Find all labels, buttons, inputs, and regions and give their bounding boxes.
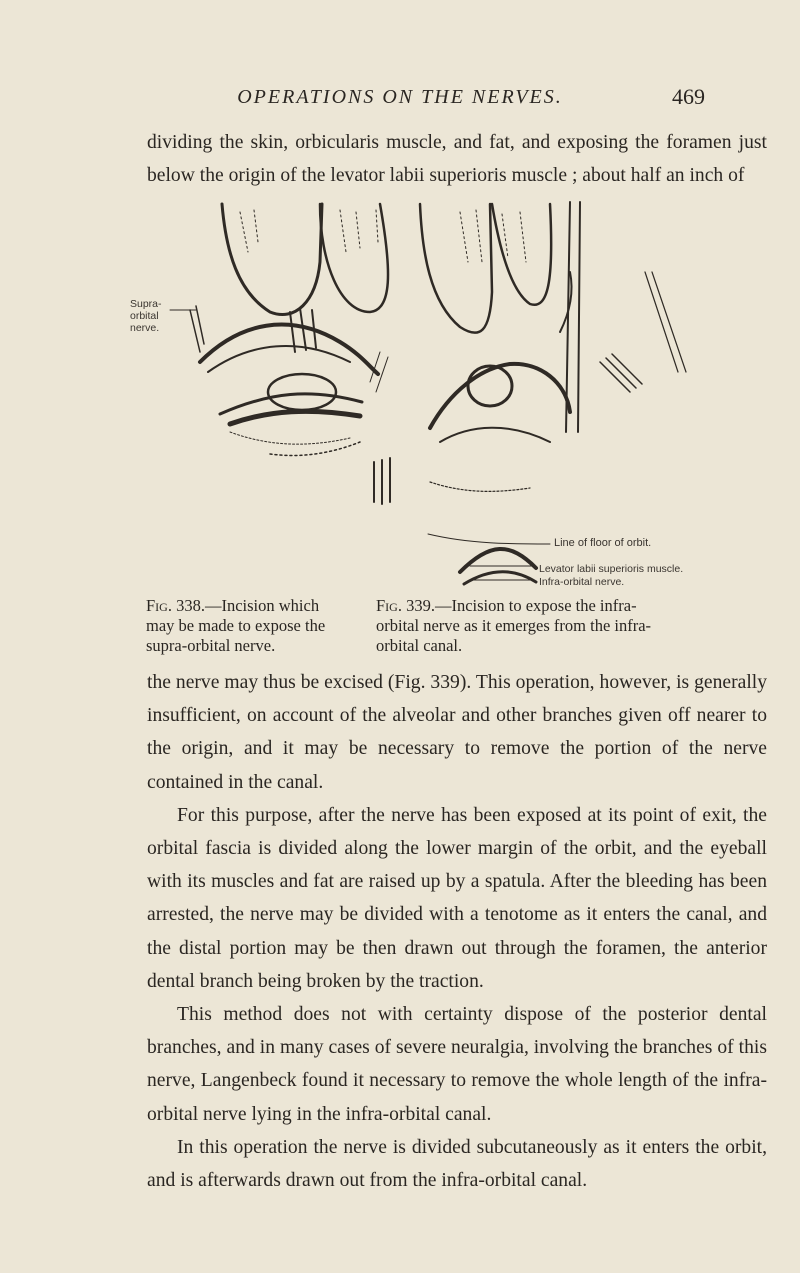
paragraph-2: For this purpose, after the nerve has been exposed at its point of exit, the orbital fascia is divided along the lower margin of the orbit, and the eyeball with its muscles and fat are raised up by a spatula. After the bleeding has been arrested, the nerve may be divided with a tenotome as it enters the canal, and the distal portion may be then drawn out through the foramen, the anterior dental branch being broken by the traction. [147, 804, 767, 992]
caption-fig-338 [146, 596, 346, 656]
paragraph-4: In this operation the nerve is divided subcutaneously as it enters the orbit, and is afterwards drawn out from the infra-orbital canal. [147, 1136, 767, 1192]
paragraph-1: the nerve may thus be excised (Fig. 339). This operation, however, is generally insufficient, on account of the alveolar and other branches given off nearer to the origin, and it may be necessary to remove the portion of the nerve contained in the canal. [147, 672, 767, 793]
paragraph-3: This method does not with certainty dispose of the posterior dental branches, and in many cases of severe neuralgia, involving the branches of this nerve, Langenbeck found it necessary to remove the whole length of the infra-orbital nerve lying in the infra-orbital canal. [147, 1004, 767, 1125]
body-text [147, 666, 767, 1197]
caption-fig-339-head: Fig. 339. [376, 596, 435, 615]
figure-illustration [130, 192, 770, 592]
intro-paragraph: dividing the skin, orbicularis muscle, and fat, and exposing the foramen just below the origin of the levator labii superioris muscle ; about half an inch of [147, 132, 767, 186]
anatomical-figure [130, 192, 770, 592]
label-infra-orbital-nerve: Infra-orbital nerve. [539, 576, 625, 588]
caption-fig-338-head: Fig. 338. [146, 596, 205, 615]
caption-fig-338-text: —Incision which may be made to expose the supra-orbital nerve. [146, 596, 326, 655]
label-levator-muscle: Levator labii superioris muscle. [539, 563, 684, 575]
label-supra-line3: nerve. [130, 322, 160, 334]
page-number: 469 [672, 84, 705, 109]
label-line-floor-orbit: Line of floor of orbit. [554, 537, 652, 549]
caption-fig-339-text: —Incision to expose the infra-orbital nerve as it emerges from the infra-orbital canal. [376, 596, 652, 655]
label-supra-orbital-nerve [130, 298, 170, 334]
label-supra-line1: Supra- [130, 298, 162, 310]
label-supra-line2: orbital [130, 310, 159, 322]
caption-fig-339 [376, 596, 676, 656]
running-title: OPERATIONS ON THE NERVES. [237, 86, 563, 108]
